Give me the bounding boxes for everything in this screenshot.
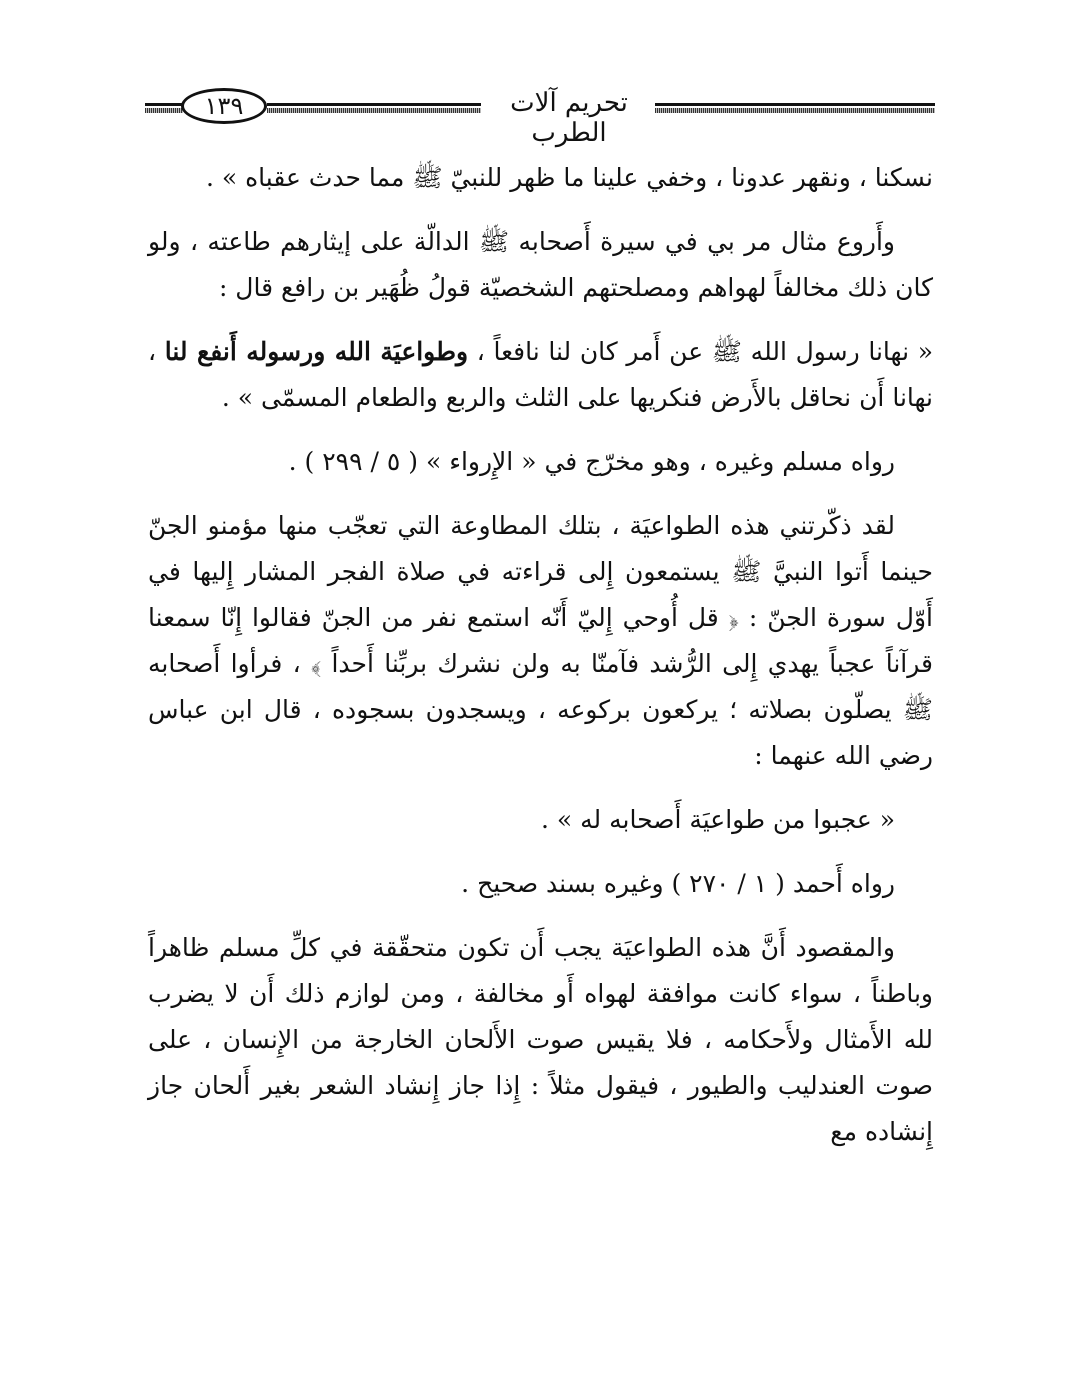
paragraph-7: رواه أَحمد ( ١ / ٢٧٠ ) وغيره بسند صحيح . [461,869,895,898]
header-rule-left [145,103,183,113]
paragraph-1: نسكنا ، ونقهر عدونا ، وخفي علينا ما ظهر للنبيّ ﷺ مما حدث عقباه » . [205,163,933,192]
quote-text-1: « نهانا رسول الله ﷺ عن أَمر كان لنا نافعاً ، [468,337,934,366]
running-header [145,82,935,148]
paragraph-2: وأَروع مثال مر بي في سيرة أَصحابه ﷺ الدالّة على إيثارهم طاعته ، ولو كان ذلك مخالفاً لهواهم ومصلحتهم الشخصيّة قولُ ظُهَير بن رافع قال : [148,227,933,302]
page-number: ١٣٩ [181,88,267,124]
paragraph-8: والمقصود أَنَّ هذه الطواعيَة يجب أَن تكون متحقّقة في كلِّ مسلم ظاهراً وباطناً ، سواء كانت موافقة لهواه أَو مخالفة ، ومن لوازم ذلك أَن لا يضرب لله الأَمثال ولأَحكامه ، فلا يقيس صوت الأَلحان الخارجة من الإِنسان ، على صوت العندليب والطيور ، فيقول مثلاً : إِذا جاز إِنشاد الشعر بغير أَلحان جاز إِنشاده مع [148,933,933,1146]
paragraph-3 [148,329,933,421]
header-rule-right [655,103,935,113]
paragraph-4: رواه مسلم وغيره ، وهو مخرّج في « الإِرواء » ( ٥ / ٢٩٩ ) . [288,447,895,476]
paragraph-6: « عجبوا من طواعيَة أَصحابه له » . [541,805,895,834]
quote-text-2: ، نهانا أَن نحاقل بالأَرض فنكريها على الثلث والربع والطعام المسمّى » . [148,337,933,412]
paragraph-5: لقد ذكّرتني هذه الطواعيَة ، بتلك المطاوعة التي تعجّب منها مؤمنو الجنّ حينما أَتوا النبيَّ ﷺ يستمعون إِلى قراءته في صلاة الفجر المشار إِليها في أَوّل سورة الجنّ : ﴿ قل أُوحي إِليّ أَنّه استمع نفر من الجنّ فقالوا إِنّا سمعنا قرآناً عجباً يهدي إِلى الرُّشد فآمنّا به ولن نشرك بربِّنا أَحداً ﴾ ، فرأوا أَصحابه ﷺ يصلّون بصلاته ؛ يركعون بركوعه ، ويسجدون بسجوده ، قال ابن عباس رضي الله عنهما : [148,511,933,770]
quote-bold-text: وطواعيَة الله ورسوله أَنفع لنا [164,337,469,366]
running-title: تحريم آلات الطرب [510,88,628,148]
header-rule-middle [267,103,481,113]
page-body [148,155,933,1155]
